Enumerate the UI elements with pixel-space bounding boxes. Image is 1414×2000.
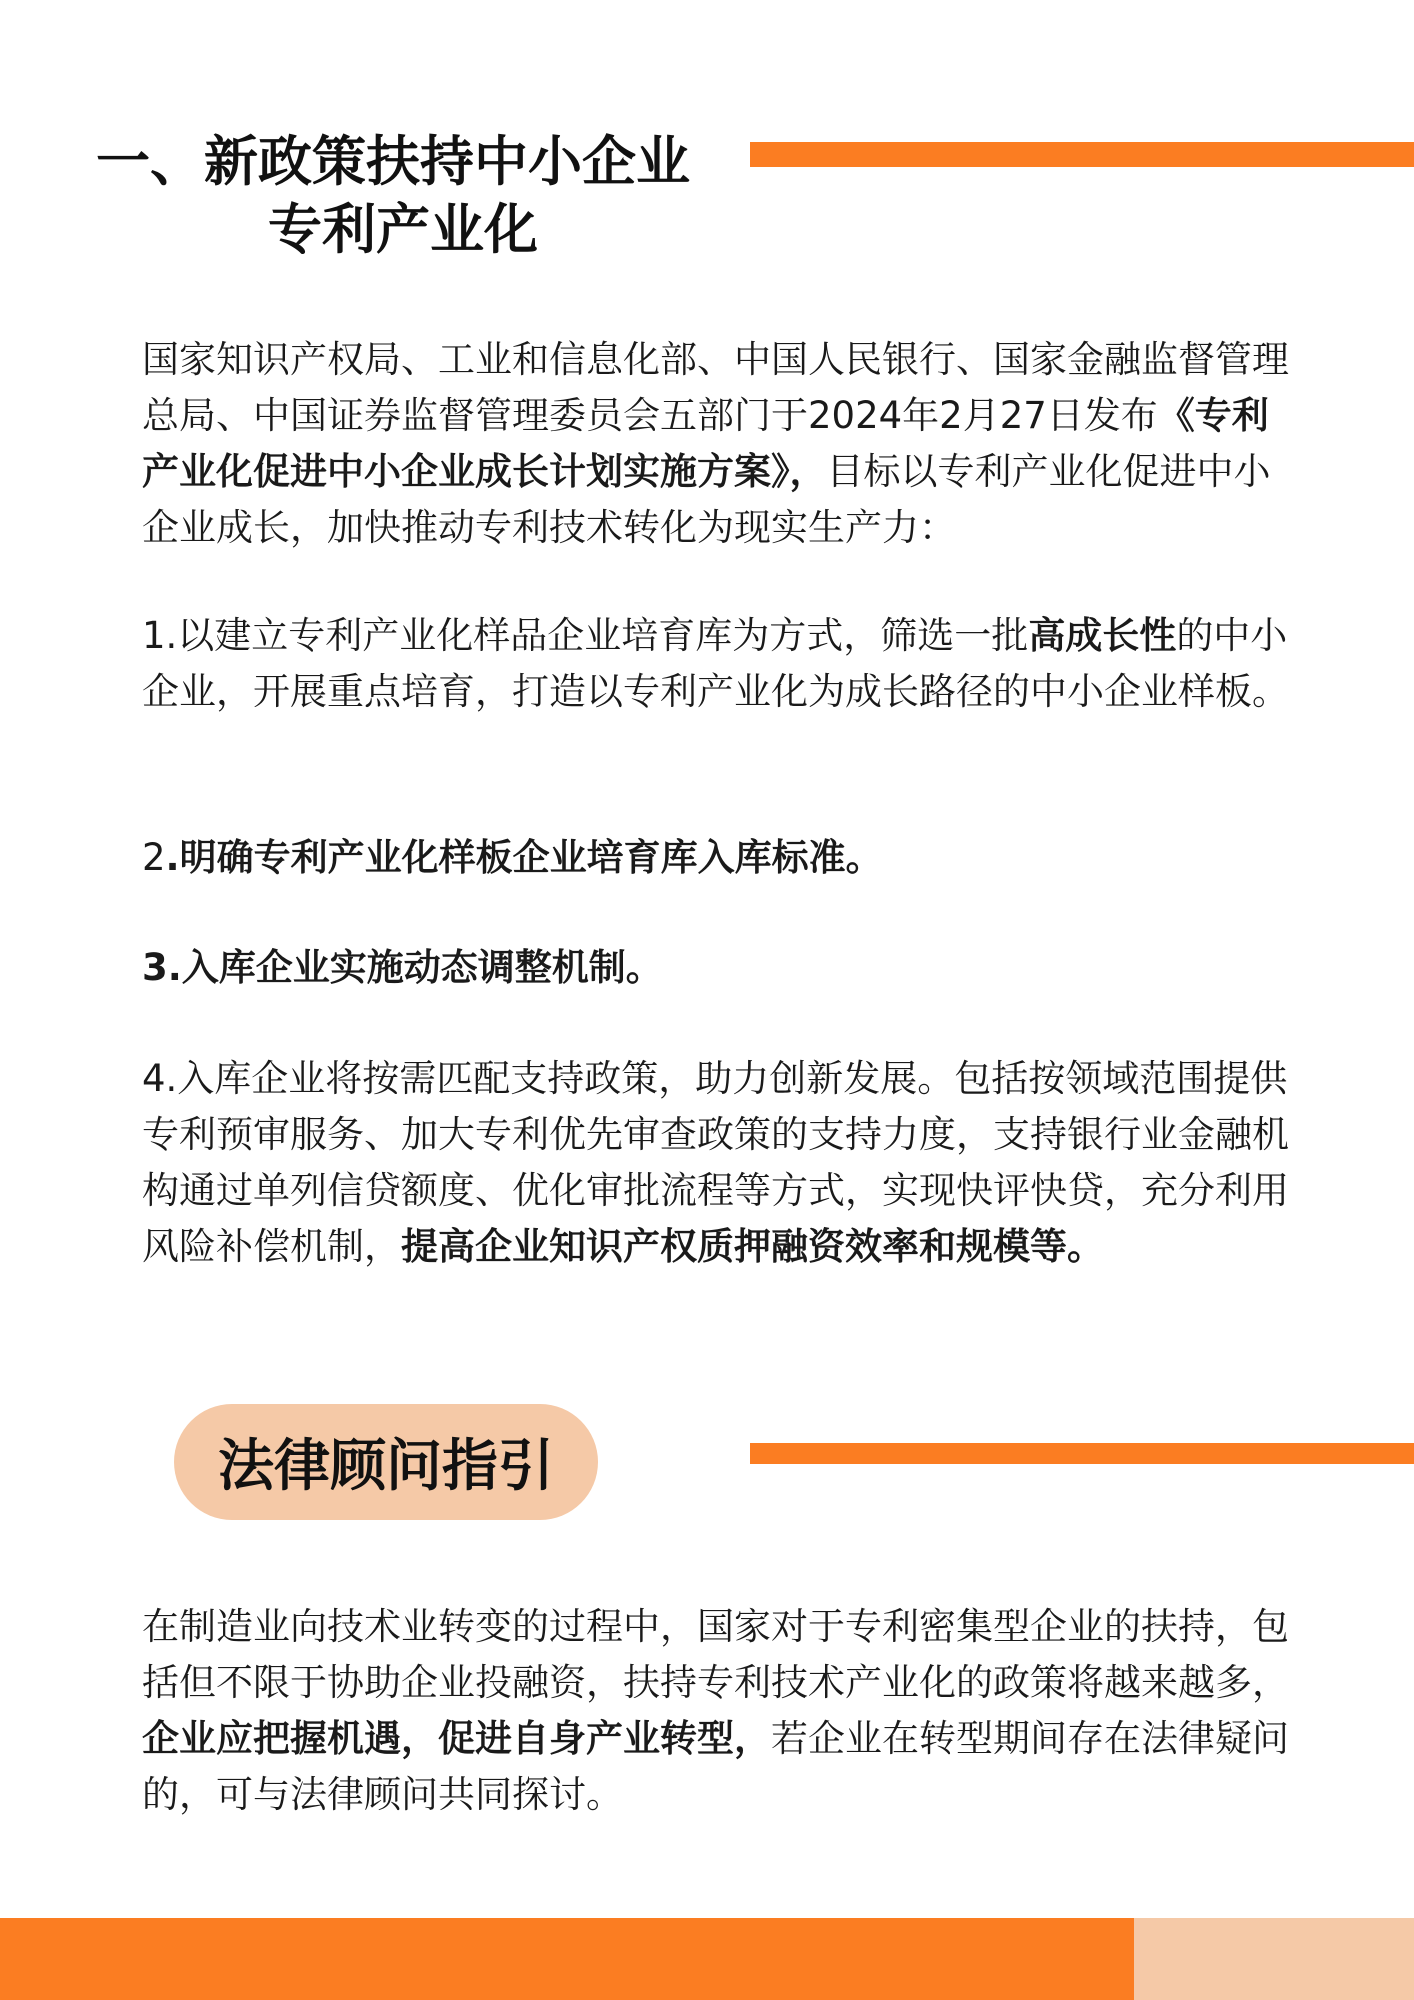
intro-paragraph (142, 332, 1292, 556)
legal-highlight: 企业应把握机遇，促进自身产业转型， (142, 1717, 771, 1760)
section-heading-line1: 一、新政策扶持中小企业 (96, 130, 690, 193)
policy-item-2 (142, 830, 1292, 886)
legal-text: 在制造业向技术业转变的过程中，国家对于专利密集型企业的扶持，包括但不限于协助企业投融资，扶持专利技术产业化的政策将越来越多， (142, 1605, 1289, 1704)
section-heading-line2: 专利产业化 (268, 198, 538, 261)
legal-guide-badge: 法律顾问指引 (174, 1404, 598, 1520)
policy-item-1 (142, 608, 1292, 720)
legal-text-continued: 若企业在转型期间存在法律疑问的，可与法律顾问共同探讨。 (142, 1717, 1289, 1816)
footer-bar-orange (0, 1918, 1134, 2000)
item3-text: 3.入库企业实施动态调整机制。 (142, 946, 663, 989)
item2-number: 2 (142, 836, 166, 879)
item1-text-continued: 的中小企业，开展重点培育，打造以专利产业化为成长路径的中小企业样板。 (142, 614, 1289, 713)
item4-text: 4.入库企业将按需匹配支持政策，助力创新发展。包括按领域范围提供专利预审服务、加大专利优先审查政策的支持力度，支持银行业金融机构通过单列信贷额度、优化审批流程等方式，实现快评快贷，充分利用风险补偿机制， (142, 1057, 1289, 1268)
policy-document-title: 《专利产业化促进中小企业成长计划实施方案》， (142, 394, 1269, 493)
heading-accent-bar (750, 142, 1414, 167)
legal-guide-paragraph (142, 1599, 1292, 1823)
item4-highlight: 提高企业知识产权质押融资效率和规模等。 (401, 1225, 1104, 1268)
item1-highlight: 高成长性 (1028, 614, 1177, 657)
item1-text: 1.以建立专利产业化样品企业培育库为方式，筛选一批 (142, 614, 1029, 657)
intro-text-continued: 目标以专利产业化促进中小企业成长，加快推动专利技术转化为现实生产力： (142, 450, 1271, 549)
policy-item-4 (142, 1051, 1292, 1275)
footer-bar-peach (1134, 1918, 1414, 2000)
item2-text: .明确专利产业化样板企业培育库入库标准。 (165, 836, 883, 879)
legal-accent-bar (750, 1443, 1414, 1464)
policy-item-3 (142, 940, 1292, 996)
intro-text: 国家知识产权局、工业和信息化部、中国人民银行、国家金融监督管理总局、中国证券监督管理委员会五部门于2024年2月27日发布 (142, 338, 1289, 437)
